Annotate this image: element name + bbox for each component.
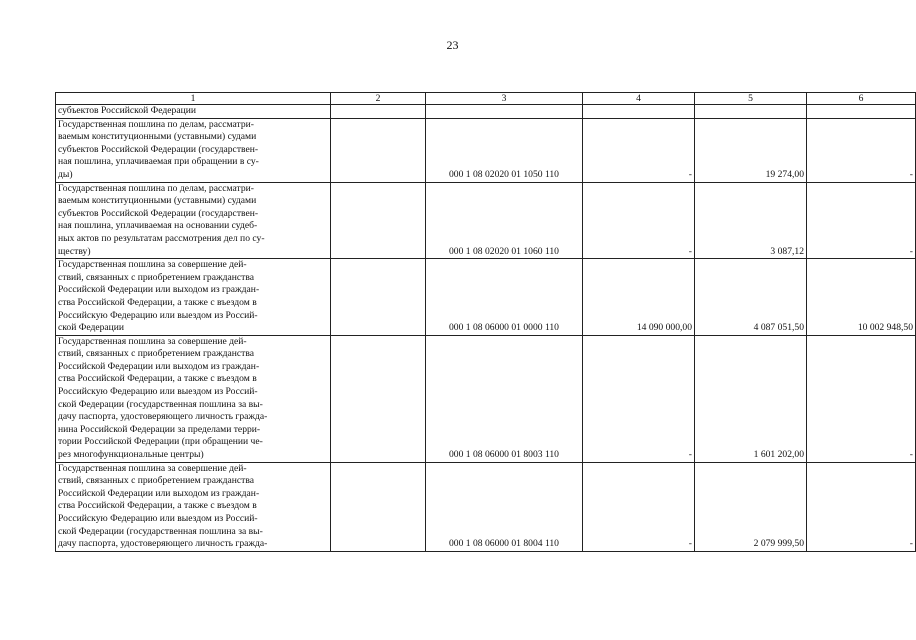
row-col2 [331, 182, 426, 259]
row-budget-code: 000 1 08 06000 01 8004 110 [426, 462, 583, 551]
row-col2 [331, 118, 426, 182]
header-col-2: 2 [331, 93, 426, 105]
row-col6-amount: - [807, 182, 916, 259]
row-col5-amount [695, 105, 807, 119]
row-col6-amount [807, 105, 916, 119]
table-row [56, 118, 916, 182]
row-col4-amount: - [583, 335, 695, 462]
row-description: Государственная пошлина за совершение дей- ствий, связанных с приобретением гражданства Российской Федерации или выходом из граждан- ства Российской Федерации, а также с въездом в Российскую Федерацию или выездом из Россий- ской Федерации [56, 259, 331, 336]
table-row [56, 259, 916, 336]
row-col6-amount: 10 002 948,50 [807, 259, 916, 336]
header-col-4: 4 [583, 93, 695, 105]
header-col-3: 3 [426, 93, 583, 105]
header-col-1: 1 [56, 93, 331, 105]
row-budget-code: 000 1 08 02020 01 1050 110 [426, 118, 583, 182]
budget-table [55, 92, 916, 552]
row-col2 [331, 462, 426, 551]
row-description: Государственная пошлина за совершение дей- ствий, связанных с приобретением гражданства Российской Федерации или выходом из граждан- ства Российской Федерации, а также с въездом в Российскую Федерацию или выездом из Россий- ской Федерации (государственная пошлина за вы- дачу паспорта, удостоверяющего личность гражда- нина Российской Федерации за пределами терри- тории Российской Федерации (при обращении че- рез многофункциональные центры) [56, 335, 331, 462]
row-col6-amount: - [807, 118, 916, 182]
row-budget-code: 000 1 08 06000 01 0000 110 [426, 259, 583, 336]
row-col4-amount: - [583, 182, 695, 259]
row-col5-amount: 1 601 202,00 [695, 335, 807, 462]
row-col4-amount: - [583, 118, 695, 182]
table-body [56, 105, 916, 552]
row-col2 [331, 335, 426, 462]
table-header [56, 93, 916, 105]
row-description: Государственная пошлина по делам, рассматри- ваемым конституционными (уставными) судами субъектов Российской Федерации (государствен- ная пошлина, уплачиваемая на основании судеб- ных актов по результатам рассмотрения дел по су- ществу) [56, 182, 331, 259]
table-row [56, 462, 916, 551]
row-col6-amount: - [807, 462, 916, 551]
row-col4-amount [583, 105, 695, 119]
header-col-6: 6 [807, 93, 916, 105]
row-description: Государственная пошлина по делам, рассматри- ваемым конституционными (уставными) судами субъектов Российской Федерации (государствен- ная пошлина, уплачиваемая при обращении в су- ды) [56, 118, 331, 182]
row-col4-amount: 14 090 000,00 [583, 259, 695, 336]
header-row [56, 93, 916, 105]
row-description: Государственная пошлина за совершение дей- ствий, связанных с приобретением гражданства Российской Федерации или выходом из граждан- ства Российской Федерации, а также с въездом в Российскую Федерацию или выездом из Россий- ской Федерации (государственная пошлина за вы- дачу паспорта, удостоверяющего личность гражда- [56, 462, 331, 551]
row-col5-amount: 3 087,12 [695, 182, 807, 259]
row-budget-code [426, 105, 583, 119]
row-budget-code: 000 1 08 02020 01 1060 110 [426, 182, 583, 259]
row-col2 [331, 259, 426, 336]
table-row [56, 335, 916, 462]
row-col5-amount: 19 274,00 [695, 118, 807, 182]
row-col4-amount: - [583, 462, 695, 551]
row-col5-amount: 2 079 999,50 [695, 462, 807, 551]
header-col-5: 5 [695, 93, 807, 105]
row-description: субъектов Российской Федерации [56, 105, 331, 119]
row-col6-amount: - [807, 335, 916, 462]
table-row [56, 105, 916, 119]
row-budget-code: 000 1 08 06000 01 8003 110 [426, 335, 583, 462]
row-col2 [331, 105, 426, 119]
table-row [56, 182, 916, 259]
row-col5-amount: 4 087 051,50 [695, 259, 807, 336]
page-number: 23 [446, 38, 459, 52]
